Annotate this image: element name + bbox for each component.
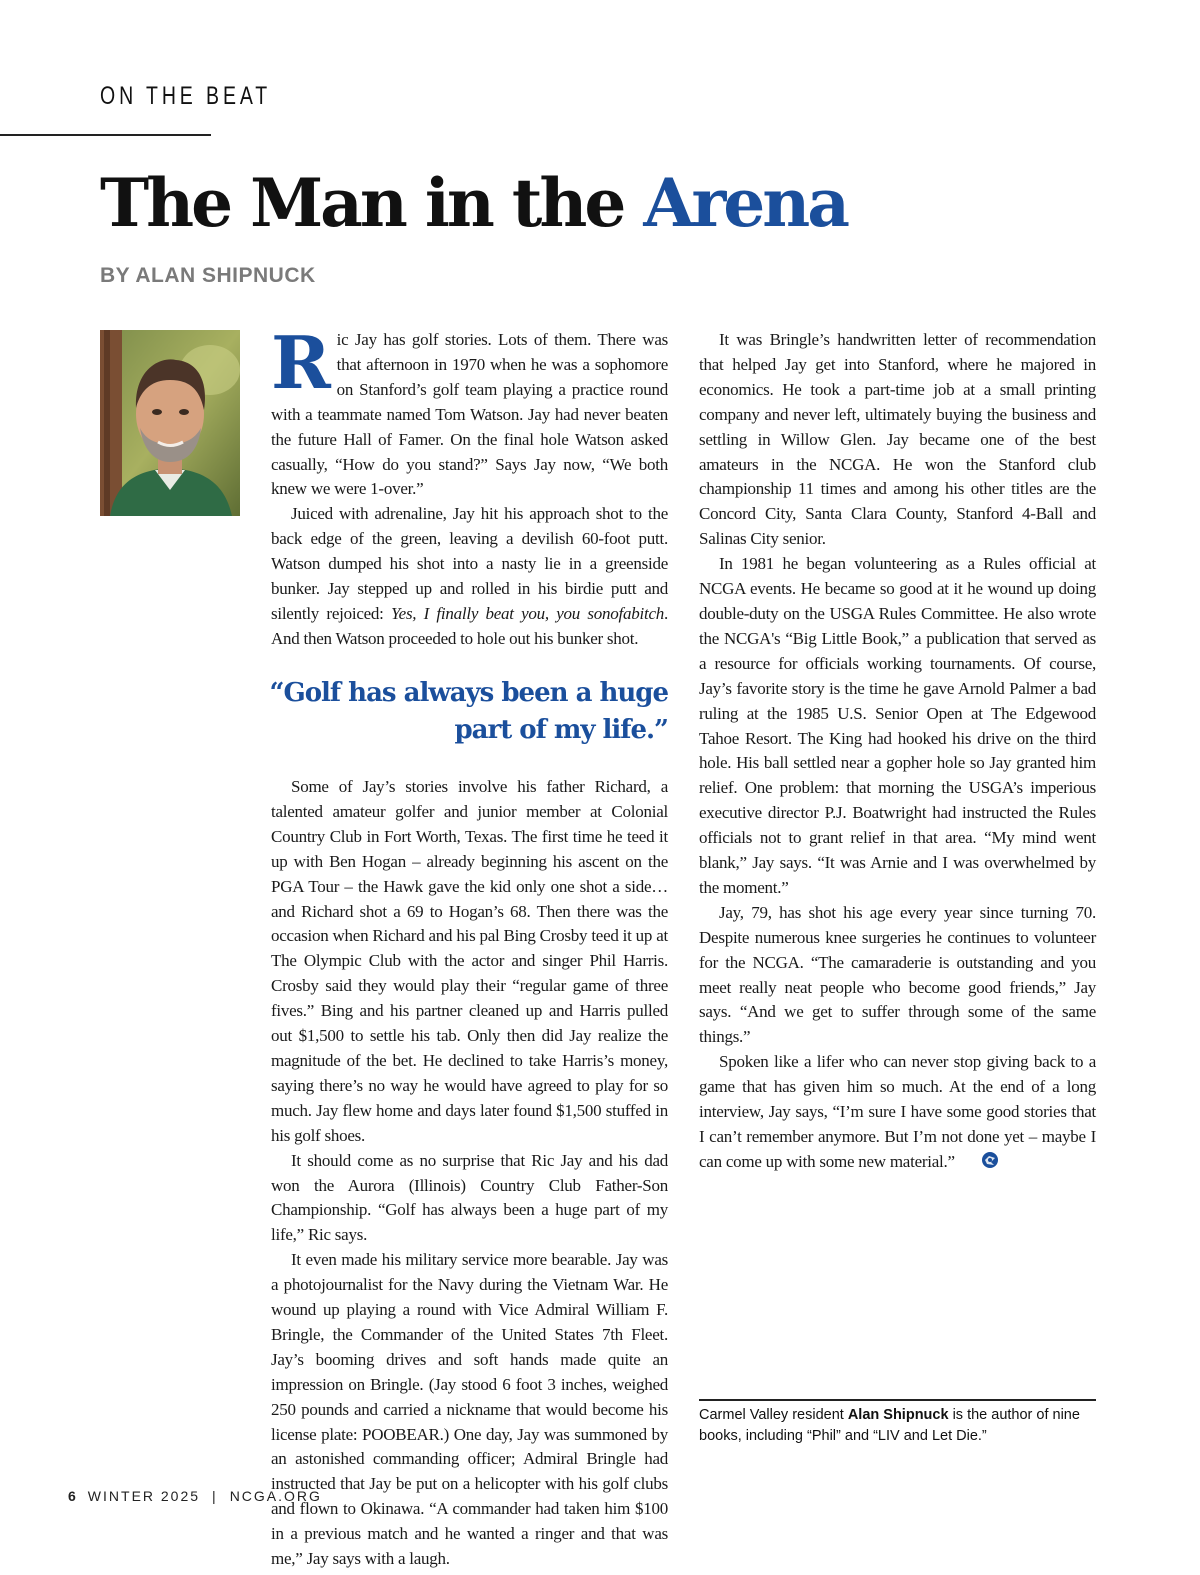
paragraph-3: Some of Jay’s stories involve his father Richard, a talented amateur golfer and junior member at Colonial Country Club in Fort Worth, Texas. The first time he teed it up with Ben Hogan – already beginning his ascent on the PGA Tour – the Hawk gave the kid only one shot a side…and Richard shot a 69 to Hogan’s 68. Then there was the occasion when Richard and his pal Bing Crosby teed it up at The Olympic Club with the actor and singer Phil Harris. Crosby said they would play their “regular game of three fives.” Bing and his partner cleaned up and Harris pulled out $1,500 to settle his tab. Only then did Jay realize the magnitude of the bet. He declined to take Harris’s money, saying there’s no way he would have agreed to play for so much. Jay flew home and days later found $1,500 stuffed in his golf shoes. <box>271 777 668 1145</box>
author-portrait <box>100 330 240 516</box>
page-footer <box>68 1488 322 1504</box>
bio-text-post: is the author of nine books, including “Phil” and “LIV and Let Die.” <box>699 1407 1080 1444</box>
paragraph-4: It should come as no surprise that Ric Jay and his dad won the Aurora (Illinois) Country Club Father-Son Championship. “Golf has always been a huge part of my life,” Ric says. <box>271 1150 668 1245</box>
bio-author-name: Alan Shipnuck <box>847 1407 949 1423</box>
paragraph-5: It even made his military service more bearable. Jay was a photojournalist for the Navy during the Vietnam War. He wound up playing a round with Vice Admiral William F. Bringle, the Commander of the United States 7th Fleet. Jay’s booming drives and soft hands made quite an impression on Bringle. (Jay stood 6 foot 3 inches, weighed 250 pounds and carried a nickname that would become his license plate: POOBEAR.) One day, Jay was summoned by an astonished commanding officer; Admiral Bringle had instructed that Jay be put on a helicopter with his golf clubs and flown to Okinawa. “A commander had taken him $100 in a previous match and he wanted a ringer and that was me,” Jay says with a laugh. <box>271 1250 668 1569</box>
page-number: 6 <box>68 1488 78 1504</box>
paragraph-1-text: ic Jay has golf stories. Lots of them. There was that afternoon in 1970 when he was a sophomore on Stanford’s golf team playing a practice round with a teammate named Tom Watson. Jay had never beaten the future Hall of Famer. On the final hole Watson asked casually, “How do you stand?” Says Jay now, “We both knew we were 1-over.” <box>271 330 668 499</box>
bio-rule <box>699 1399 1096 1401</box>
article-column-left-bottom <box>271 775 668 1572</box>
headline <box>100 164 848 242</box>
byline: BY ALAN SHIPNUCK <box>100 264 316 287</box>
paragraph-1 <box>271 320 668 502</box>
headline-main: The Man in the <box>100 164 644 242</box>
paragraph-7: In 1981 he began volunteering as a Rules official at NCGA events. He became so good at it he wound up doing double-duty on the USGA Rules Committee. He also wrote the NCGA's “Big Little Book,” a publication that served as a resource for officials working tournaments. Of course, Jay’s favorite story is the time he gave Arnold Palmer a bad ruling at the 1985 U.S. Senior Open at The Edgewood Tahoe Resort. The King had hooked his drive on the third hole. His ball settled near a gopher hole so Jay granted him relief. One problem: that morning the USGA’s imperious executive director P.J. Boatwright had instructed the Rules officials not to grant relief in that area. “My mind went blank,” Jay says. “It was Arnie and I was overwhelmed by the moment.” <box>699 554 1096 897</box>
author-bio <box>699 1405 1099 1446</box>
kicker-rule <box>0 134 211 136</box>
portrait-illustration <box>100 330 240 516</box>
article-column-left-top <box>271 320 668 652</box>
paragraph-6: It was Bringle’s handwritten letter of recommendation that helped Jay get into Stanford, where he majored in economics. He took a part-time job at a small printing company and never left, ultimately buying the business and settling in Willow Glen. Jay became one of the best amateurs in the NCGA. He won the Stanford club championship 11 times and among his other titles are the Concord City, Santa Clara County, Stanford 4-Ball and Salinas City senior. <box>699 330 1096 549</box>
paragraph-2-text: Juiced with adrenaline, Jay hit his approach shot to the back edge of the green, leaving a devilish 60-foot putt. Watson dumped his shot into a nasty lie in a greenside bunker. Jay stepped up and rolled in his birdie putt and silently rejoiced: <box>271 504 668 623</box>
article-column-right <box>699 328 1096 1177</box>
paragraph-9-text: Spoken like a lifer who can never stop giving back to a game that has given him so much. At the end of a long interview, Jay says, “I’m sure I have some good stories that I can’t remember anymore. But I’m not done yet – maybe I can come up with some new material.” <box>699 1052 1096 1171</box>
paragraph-8: Jay, 79, has shot his age every year since turning 70. Despite numerous knee surgeries he continues to volunteer for the NCGA. “The camaraderie is outstanding and you meet really neat people who become good friends,” Jay says. “And we get to suffer through some of the same things.” <box>699 902 1096 1047</box>
footer-separator: | <box>212 1488 218 1504</box>
pull-quote: “Golf has always been a huge part of my life.” <box>269 678 668 745</box>
drop-cap: R <box>271 320 331 405</box>
site-link[interactable]: NCGA.ORG <box>229 1488 322 1504</box>
paragraph-9 <box>699 1050 1096 1177</box>
headline-accent: Arena <box>643 164 848 242</box>
paragraph-2-italic: Yes, I finally beat you, you sonofabitch <box>391 603 664 623</box>
issue-label: WINTER 2025 <box>87 1488 201 1504</box>
section-kicker: ON THE BEAT <box>100 82 272 110</box>
bio-text-pre: Carmel Valley resident <box>699 1407 848 1423</box>
paragraph-2-end: . And then Watson proceeded to hole out his bunker shot. <box>271 603 668 648</box>
paragraph-2 <box>271 502 668 651</box>
ncga-logo-icon <box>961 1151 999 1177</box>
